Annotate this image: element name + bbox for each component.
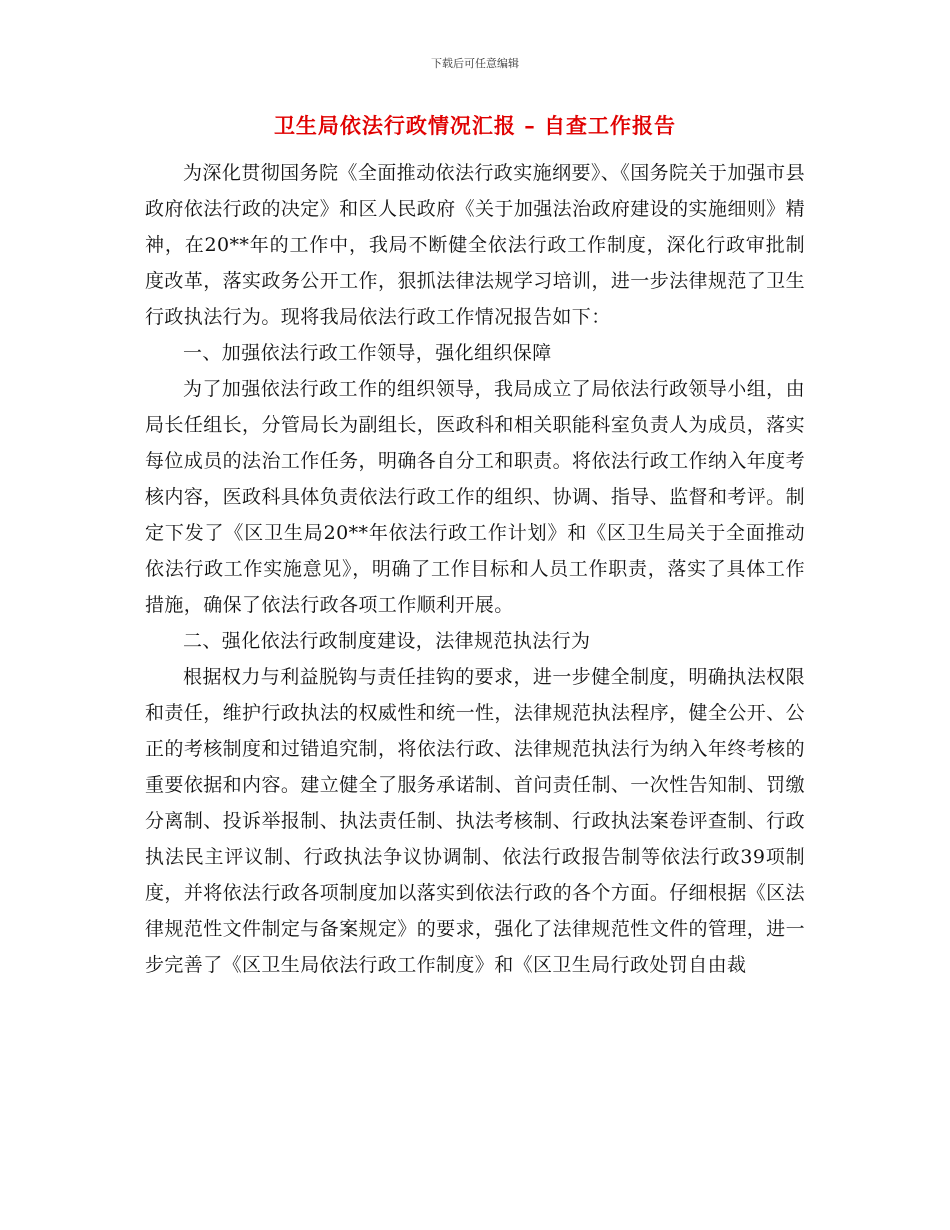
paragraph-intro: 为深化贯彻国务院《全面推动依法行政实施纲要》、《国务院关于加强市县政府依法行政的决定》和区人民政府《关于加强法治政府建设的实施细则》精神，在20**年的工作中，我局不断健全依法行政工作制度，深化行政审批制度改革，落实政务公开工作，狠抓法律法规学习培训，进一步法律规范了卫生行政执法行为。现将我局依法行政工作情况报告如下： <box>145 162 805 328</box>
paragraph-section-1: 为了加强依法行政工作的组织领导，我局成立了局依法行政领导小组，由局长任组长，分管局长为副组长，医政科和相关职能科室负责人为成员，落实每位成员的法治工作任务，明确各自分工和职责。将依法行政工作纳入年度考核内容，医政科具体负责依法行政工作的组织、协调、指导、监督和考评。制定下发了《区卫生局20**年依法行政工作计划》和《区卫生局关于全面推动依法行政工作实施意见》，明确了工作目标和人员工作职责，落实了具体工作措施，确保了依法行政各项工作顺利开展。 <box>145 378 805 616</box>
document-title: 卫生局依法行政情况汇报 – 自查工作报告 <box>273 113 677 138</box>
header-note: 下载后可任意编辑 <box>431 57 519 70</box>
section-heading-1: 一、加强依法行政工作领导，强化组织保障 <box>183 342 552 364</box>
section-heading-2: 二、强化依法行政制度建设，法律规范执法行为 <box>183 630 591 652</box>
document-body <box>145 155 805 983</box>
paragraph-section-2: 根据权力与利益脱钩与责任挂钩的要求，进一步健全制度，明确执法权限和责任，维护行政执法的权威性和统一性，法律规范执法程序，健全公开、公正的考核制度和过错追究制，将依法行政、法律规范执法行为纳入年终考核的重要依据和内容。建立健全了服务承诺制、首问责任制、一次性告知制、罚缴分离制、投诉举报制、执法责任制、执法考核制、行政执法案卷评查制、行政执法民主评议制、行政执法争议协调制、依法行政报告制等依法行政39项制度，并将依法行政各项制度加以落实到依法行政的各个方面。仔细根据《区法律规范性文件制定与备案规定》的要求，强化了法律规范性文件的管理，进一步完善了《区卫生局依法行政工作制度》和《区卫生局行政处罚自由裁 <box>145 666 805 976</box>
